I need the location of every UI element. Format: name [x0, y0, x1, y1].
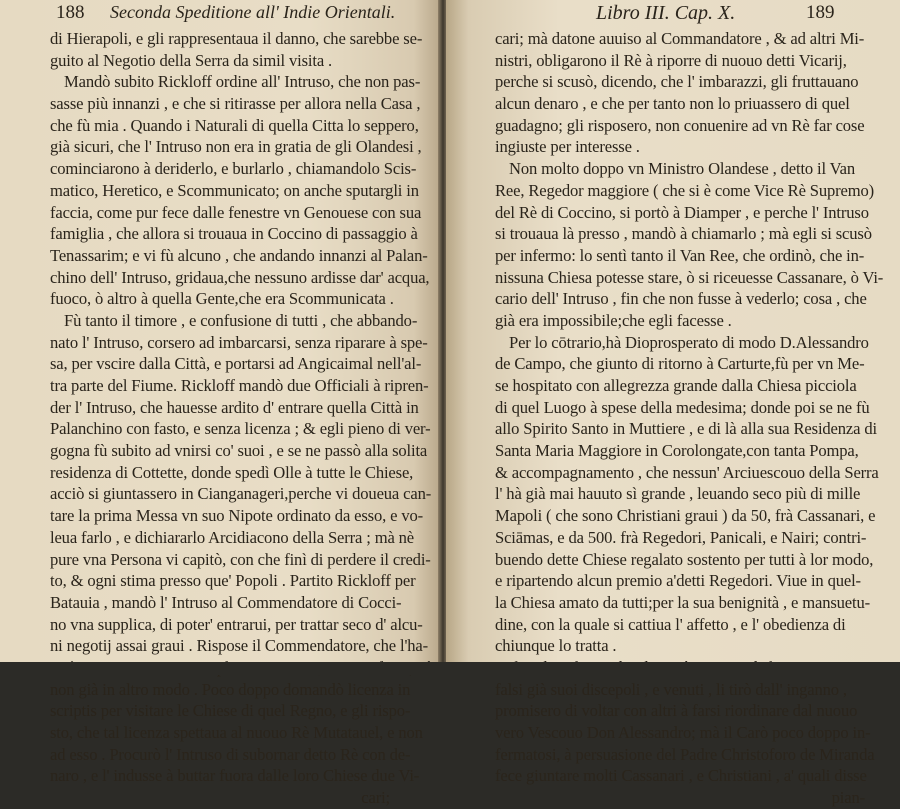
text-line: tare la prima Messa vn suo Nipote ordinato da esso, e vo- [50, 506, 424, 526]
text-line: & accompagnamento , che nessun' Arciuescouo della Serra [495, 462, 879, 482]
text-line: di quel Luogo à spese della medesima; donde poi se ne fù [495, 397, 870, 417]
text-line: si trouaua là presso , mandò à chiamarlo ; mà egli si scusò [495, 224, 872, 244]
text-line: ni negotij assai graui . Rispose il Commendatore, che l'ha- [50, 636, 429, 656]
text-line: cario dell' Intruso , fin che non fusse à vederlo; cosa , che [495, 289, 867, 309]
text-line: faccia, come pur fece dalle fenestre vn Genouese con sua [50, 202, 422, 222]
text-line: allo Spirito Santo in Muttiere , e di là alla sua Residenza di [495, 419, 877, 439]
text-line: sasse più innanzi , e che si ritirasse per allora nella Casa , [50, 94, 421, 114]
text-line: Batauia , mandò l' Intruso al Commendatore di Cocci- [50, 592, 402, 612]
text-line: residenza di Cottette, donde spedì Olle à tutte le Chiese, [50, 462, 414, 482]
text-line: pian- [831, 788, 865, 808]
text-line: fece giuntare molti Cassanari , e Christiani , a' quali disse [495, 766, 867, 786]
text-line: già era impossibile;che egli facesse . [495, 310, 732, 330]
text-line: Non molto doppo vn Ministro Olandese , detto il Van [509, 159, 856, 179]
text-line: e ripartendo alcun premio a'detti Regedori. Viue in quel- [495, 571, 861, 591]
text-line: cari; [361, 788, 390, 808]
text-line: der l' Intruso, che hauesse ardito d' entrare quella Città in [50, 397, 419, 417]
text-line: che fù mia . Quando i Naturali di quella Citta lo seppero, [50, 115, 419, 135]
text-line: cari; mà datone auuiso al Commandatore , & ad altri Mi- [495, 29, 865, 48]
text-line: Palanchino con fasto, e senza licenza ; & egli pieno di ver- [50, 419, 431, 439]
text-line: gogna fù subito ad vnirsi co' suoi , e se ne passò alla solita [50, 441, 428, 461]
text-line: scriptis per visitare le Chiese di quel Regno, e gli rispo- [50, 701, 411, 721]
text-line: tra parte del Fiume. Rickloff mandò due Officiali à ripren- [50, 376, 429, 395]
text-line: guadagno; gli risposero, non conuenire ad vn Rè far cose [495, 115, 865, 135]
text-line: vero Vescouo Don Alessandro; mà il Carò poco doppo in- [495, 723, 871, 742]
text-line: pure vna Persona vi capitò, con che finì di perdere il credi- [50, 549, 431, 569]
left-page [0, 0, 440, 808]
text-line: fermatosi, à persuasione del Padre Christoforo de Miranda [495, 744, 875, 764]
text-line: ingiuste per interesse . [495, 137, 640, 157]
text-line: Sciāmas, e da 500. frà Regedori, Panicali, e Nairi; contri- [495, 527, 867, 547]
text-line: nato l' Intruso, corsero ad imbarcarsi, senza riparare à spe- [50, 332, 428, 352]
text-line: Santa Maria Maggiore in Corolongate,con tanta Pompa, [495, 441, 859, 461]
text-line: se hospitato con allegrezza grande dalla Chiesa picciola [495, 376, 857, 395]
text-line: alcun denaro , e che per tanto non lo priuassero di quel [495, 94, 850, 114]
right-page [446, 0, 900, 808]
text-line: dine, con la quale si cattiua l' affetto , e l' obedienza di [495, 614, 846, 634]
text-line: nistri, obligarono il Rè à riporre di nuouo detti Vicarij, [495, 50, 847, 70]
text-line: naro , e l' indusse à buttar fuora dalle loro Chiese due Vi- [50, 766, 420, 786]
text-line: guito al Negotio della Serra da simil visita . [50, 50, 333, 70]
left-running-head: Seconda Speditione all' Indie Orientali. [110, 2, 396, 22]
right-running-head: Libro III. Cap. X. [596, 2, 736, 24]
text-line: fuoco, ò altro à quella Gente,che era Scommunicata . [50, 289, 394, 309]
text-line: famiglia , che allora si trouaua in Coccino di passaggio à [50, 224, 418, 244]
text-line: l' hà già mai hauuto sì grande , leuando seco più di mille [495, 484, 861, 504]
left-text-block [50, 28, 432, 809]
text-line: cominciarono à deriderlo, e burlarlo , chiamandolo Scis- [50, 159, 417, 179]
text-line: promisero di voltar con altri à farsi riordinare dal nuouo [495, 701, 858, 721]
text-line: la Chiesa amato da tutti;per la sua benignità , e mansuetu- [495, 592, 870, 612]
text-line: Mandò subito Rickloff ordine all' Intruso, che non pas- [64, 72, 421, 92]
text-line: perche si scusò, dicendo, che l' imbarazzi, gli fruttauano [495, 72, 859, 92]
text-line: buendo dette Chiese regalato sostento per tutti à lor modo, [495, 549, 874, 569]
text-line: per infermo: lo sentì tanto il Van Ree, che ordinò, che in- [495, 245, 865, 265]
text-line: già sicuri, che l' Intruso non era in gratia de gli Olandesi , [50, 137, 422, 157]
text-line: to, & ogni stima presso que' Popoli . Partito Rickloff per [50, 571, 416, 591]
text-line: no vna supplica, di poter' entrarui, per trattar seco d' alcu- [50, 614, 423, 634]
text-line: nissuna Chiesa potesse stare, ò si riceuesse Cassanare, ò Vi- [495, 267, 884, 287]
text-line: di Hierapoli, e gli rappresentaua il danno, che sarebbe se- [50, 29, 423, 48]
text-line: sto, che tal licenza spettaua al nuouo Rè Mutatauel, e non [50, 723, 423, 742]
text-line: acciò si giuntassero in Cianganageri,perche vi doueua can- [50, 484, 432, 504]
text-line: de Campo, che giunto di ritorno à Carturte,fù per vn Me- [495, 354, 865, 374]
text-line: falsi già suoi discepoli , e venuti , li tirò dall' inganno , [495, 679, 847, 699]
text-line: Tenassarim; e vi fù alcuno , che andando innanzi al Palan- [50, 245, 428, 265]
right-page-number: 189 [806, 2, 835, 23]
left-page-number: 188 [56, 2, 85, 23]
right-text-block [495, 28, 895, 809]
text-line: matico, Heretico, e Scommunicato; on anche sputargli in [50, 180, 419, 200]
text-line: Mapoli ( che sono Christiani graui ) da 50, frà Cassanari, e [495, 506, 876, 526]
text-line: sa, per vscire dalla Città, e portarsi ad Angicaimal nell'al- [50, 354, 422, 374]
text-line: chiunque lo tratta . [495, 636, 617, 656]
text-line: Per lo cōtrario,hà Dioprosperato di modo D.Alessandro [509, 332, 869, 352]
text-line: non già in altro modo . Poco doppo domandò licenza in [50, 679, 411, 699]
text-line: chino dell' Intruso, gridaua,che nessuno ardisse dar' acqua, [50, 267, 430, 287]
text-line: ad esso . Procurò l' Intruso di subornar detto Rè con de- [50, 744, 411, 764]
text-line: del Rè di Coccino, si portò à Diamper , e perche l' Intruso [495, 202, 869, 222]
text-line: Ree, Regedor maggiore ( che si è come Vice Rè Supremo) [495, 180, 875, 200]
page-bottom-edge [0, 662, 900, 675]
text-line: Fù tanto il timore , e confusione di tutti , che abbando- [64, 310, 418, 330]
text-line: leua farlo , e dichiararlo Arcidiacono della Serra ; mà nè [50, 527, 415, 547]
